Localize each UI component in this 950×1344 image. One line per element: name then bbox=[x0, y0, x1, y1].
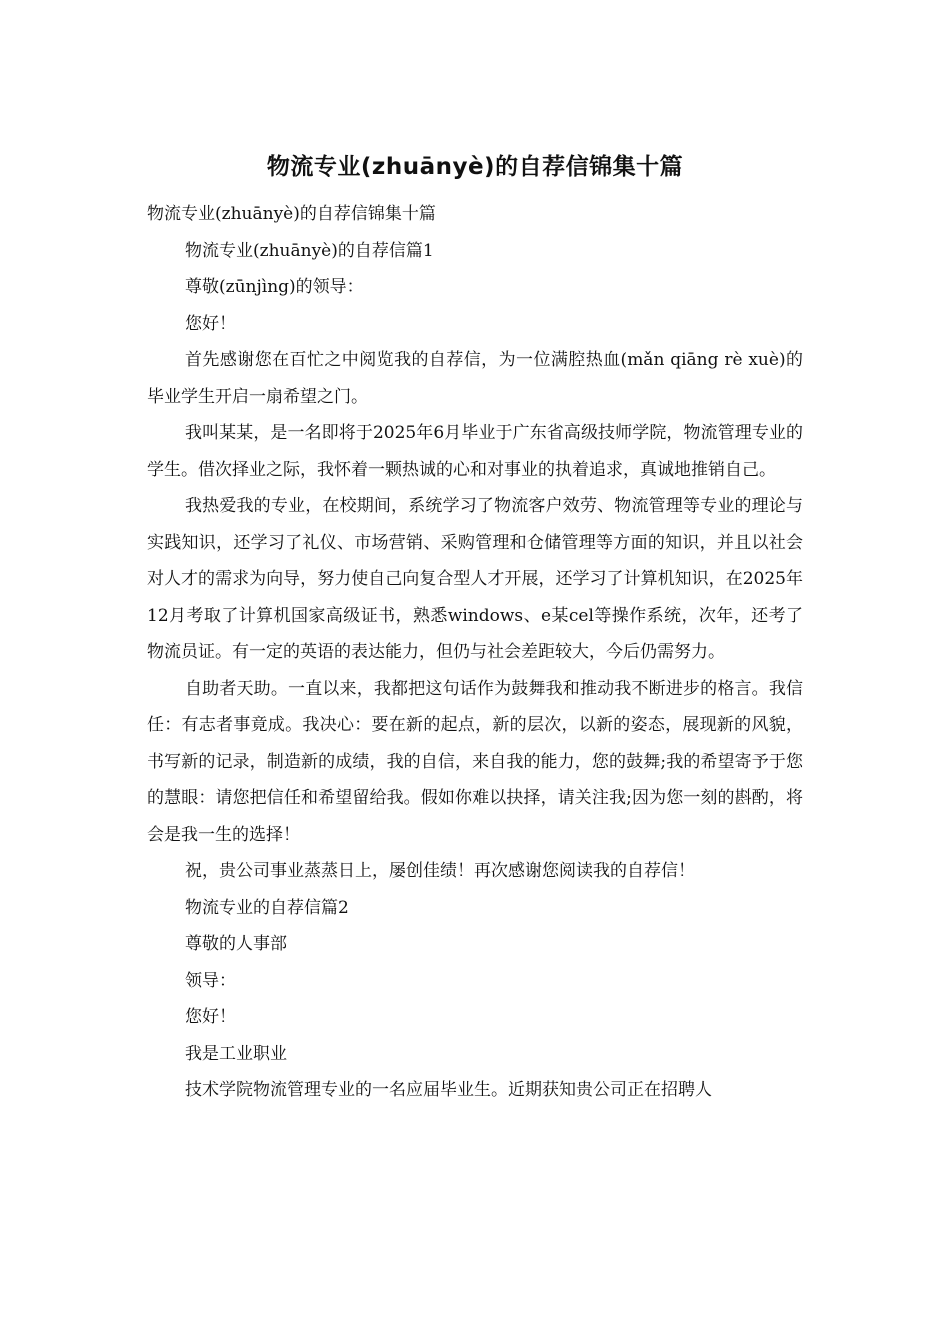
salutation-continued: 领导： bbox=[185, 970, 236, 991]
body-paragraph: 自助者天助。一直以来，我都把这句话作为鼓舞我和推动我不断进步的格言。我信任：有志者事竟成。我决心：要在新的起点，新的层次，以新的姿态，展现新的风貌，书写新的记录，制造新的成绩，我的自信，来自我的能力，您的鼓舞;我的希望寄予于您的慧眼：请您把信任和希望留给我。假如你难以抉择，请关注我;因为您一刻的斟酌，将会是我一生的选择！ bbox=[147, 678, 803, 845]
body-paragraph: 我是工业职业 bbox=[185, 1043, 287, 1064]
greeting: 您好！ bbox=[185, 313, 236, 334]
body-paragraph: 技术学院物流管理专业的一名应届毕业生。近期获知贵公司正在招聘人 bbox=[185, 1080, 712, 1100]
body-paragraph: 首先感谢您在百忙之中阅览我的自荐信，为一位满腔热血(mǎn qiāng rè xuè)的毕业学生开启一扇希望之门。 bbox=[147, 350, 803, 407]
letter-heading-2: 物流专业的自荐信篇2 bbox=[185, 897, 349, 918]
body-paragraph: 我热爱我的专业，在校期间，系统学习了物流客户效劳、物流管理等专业的理论与实践知识，还学习了礼仪、市场营销、采购管理和仓储管理等方面的知识，并且以社会对人才的需求为向导，努力使自己向复合型人才开展，还学习了计算机知识，在2025年12月考取了计算机国家高级证书，熟悉windows、e某cel等操作系统，次年，还考了物流员证。有一定的英语的表达能力，但仍与社会差距较大，今后仍需努力。 bbox=[147, 496, 803, 662]
salutation: 尊敬(zūnjìng)的领导： bbox=[185, 277, 364, 297]
document-title: 物流专业(zhuānyè)的自荐信锦集十篇 bbox=[266, 154, 684, 180]
greeting: 您好！ bbox=[185, 1007, 236, 1027]
closing-line: 祝，贵公司事业蒸蒸日上，屡创佳绩！再次感谢您阅读我的自荐信！ bbox=[185, 861, 695, 881]
body-paragraph: 我叫某某，是一名即将于2025年6月毕业于广东省高级技师学院，物流管理专业的学生。借次择业之际，我怀着一颗热诚的心和对事业的执着追求，真诚地推销自己。 bbox=[147, 423, 803, 480]
subtitle-line: 物流专业(zhuānyè)的自荐信锦集十篇 bbox=[147, 204, 436, 224]
letter-heading-1: 物流专业(zhuānyè)的自荐信篇1 bbox=[185, 240, 434, 261]
salutation: 尊敬的人事部 bbox=[185, 934, 287, 954]
document-body bbox=[147, 196, 803, 1109]
